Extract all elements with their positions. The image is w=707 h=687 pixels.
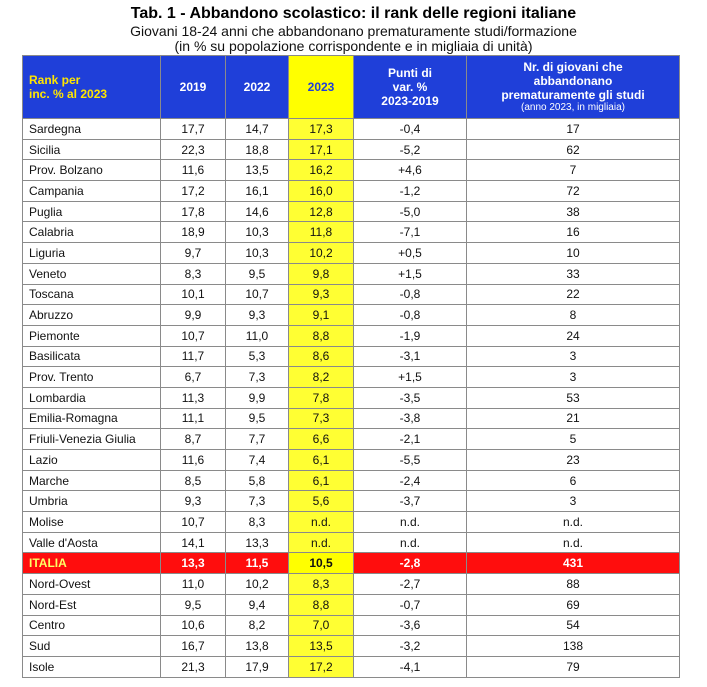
table-row <box>23 284 680 305</box>
cell-2022: 5,3 <box>226 346 289 367</box>
cell-nr: 3 <box>467 367 680 388</box>
cell-var: +4,6 <box>354 160 467 181</box>
cell-var: -5,0 <box>354 201 467 222</box>
cell-region: Piemonte <box>23 325 161 346</box>
cell-2019: 8,3 <box>161 263 226 284</box>
cell-2019: 18,9 <box>161 222 226 243</box>
header-nr-line1: Nr. di giovani che <box>523 60 623 74</box>
cell-2019: 14,1 <box>161 532 226 553</box>
table-row <box>23 222 680 243</box>
cell-2022: 9,5 <box>226 263 289 284</box>
cell-2023: n.d. <box>289 512 354 533</box>
cell-2022: 11,5 <box>226 553 289 574</box>
cell-var: -5,2 <box>354 139 467 160</box>
table-row <box>23 201 680 222</box>
header-nr-giovani <box>467 56 680 119</box>
cell-2019: 16,7 <box>161 636 226 657</box>
cell-region: Sardegna <box>23 119 161 140</box>
table-row <box>23 512 680 533</box>
cell-2023: 12,8 <box>289 201 354 222</box>
header-nr-line3: prematuramente gli studi <box>501 88 645 102</box>
cell-2019: 11,6 <box>161 450 226 471</box>
cell-2019: 11,7 <box>161 346 226 367</box>
cell-2022: 13,5 <box>226 160 289 181</box>
cell-nr: 53 <box>467 387 680 408</box>
cell-nr: 62 <box>467 139 680 160</box>
cell-2019: 11,1 <box>161 408 226 429</box>
header-punti-line2: var. % <box>392 80 428 94</box>
cell-2019: 22,3 <box>161 139 226 160</box>
cell-region: Nord-Est <box>23 594 161 615</box>
cell-2023: 8,8 <box>289 325 354 346</box>
dropout-rank-table <box>22 55 680 678</box>
cell-var: -2,8 <box>354 553 467 574</box>
table-row <box>23 263 680 284</box>
cell-var: -3,8 <box>354 408 467 429</box>
cell-nr: n.d. <box>467 512 680 533</box>
cell-2022: 10,2 <box>226 574 289 595</box>
cell-nr: 33 <box>467 263 680 284</box>
header-row <box>23 56 680 119</box>
cell-region: Sicilia <box>23 139 161 160</box>
table-row <box>23 181 680 202</box>
cell-var: -0,4 <box>354 119 467 140</box>
table-row <box>23 325 680 346</box>
cell-2022: 7,7 <box>226 429 289 450</box>
cell-2019: 8,7 <box>161 429 226 450</box>
cell-region: Centro <box>23 615 161 636</box>
cell-2019: 10,1 <box>161 284 226 305</box>
cell-2023: 10,5 <box>289 553 354 574</box>
cell-2023: 9,8 <box>289 263 354 284</box>
cell-region: Nord-Ovest <box>23 574 161 595</box>
cell-region: Puglia <box>23 201 161 222</box>
cell-2019: 8,5 <box>161 470 226 491</box>
cell-2023: 16,2 <box>289 160 354 181</box>
cell-2019: 17,7 <box>161 119 226 140</box>
table-row <box>23 491 680 512</box>
cell-2023: 17,1 <box>289 139 354 160</box>
cell-2019: 11,6 <box>161 160 226 181</box>
cell-2019: 6,7 <box>161 367 226 388</box>
cell-2023: 8,2 <box>289 367 354 388</box>
cell-2022: 11,0 <box>226 325 289 346</box>
cell-2019: 11,0 <box>161 574 226 595</box>
cell-2023: 7,3 <box>289 408 354 429</box>
cell-2022: 5,8 <box>226 470 289 491</box>
cell-2022: 18,8 <box>226 139 289 160</box>
cell-2019: 9,5 <box>161 594 226 615</box>
cell-2022: 8,3 <box>226 512 289 533</box>
cell-region: Prov. Trento <box>23 367 161 388</box>
table-row <box>23 243 680 264</box>
table-row <box>23 119 680 140</box>
cell-2023: 9,1 <box>289 305 354 326</box>
cell-var: +0,5 <box>354 243 467 264</box>
cell-2022: 7,4 <box>226 450 289 471</box>
cell-2023: 11,8 <box>289 222 354 243</box>
header-rank <box>23 56 161 119</box>
cell-nr: 54 <box>467 615 680 636</box>
cell-nr: 79 <box>467 656 680 677</box>
cell-var: -3,1 <box>354 346 467 367</box>
cell-2023: 6,1 <box>289 450 354 471</box>
cell-region: Umbria <box>23 491 161 512</box>
header-nr-line4: (anno 2023, in migliaia) <box>521 102 625 113</box>
cell-region: ITALIA <box>23 553 161 574</box>
table-row <box>23 305 680 326</box>
cell-region: Campania <box>23 181 161 202</box>
cell-nr: 6 <box>467 470 680 491</box>
cell-var: -2,1 <box>354 429 467 450</box>
cell-nr: 38 <box>467 201 680 222</box>
cell-nr: 3 <box>467 346 680 367</box>
table-row <box>23 532 680 553</box>
cell-2019: 17,2 <box>161 181 226 202</box>
cell-2023: 10,2 <box>289 243 354 264</box>
cell-var: n.d. <box>354 512 467 533</box>
header-punti-var <box>354 56 467 119</box>
cell-region: Lombardia <box>23 387 161 408</box>
cell-2022: 13,8 <box>226 636 289 657</box>
cell-region: Sud <box>23 636 161 657</box>
cell-2023: 6,1 <box>289 470 354 491</box>
cell-2019: 10,7 <box>161 325 226 346</box>
table-row <box>23 367 680 388</box>
cell-2023: 7,8 <box>289 387 354 408</box>
table-subtitle-line1: Giovani 18-24 anni che abbandonano prematuramente studi/formazione <box>130 23 577 39</box>
cell-nr: 5 <box>467 429 680 450</box>
cell-var: -7,1 <box>354 222 467 243</box>
cell-region: Friuli-Venezia Giulia <box>23 429 161 450</box>
table-row <box>23 450 680 471</box>
cell-2022: 9,4 <box>226 594 289 615</box>
cell-var: -4,1 <box>354 656 467 677</box>
cell-2023: 8,6 <box>289 346 354 367</box>
cell-var: -2,4 <box>354 470 467 491</box>
cell-2022: 13,3 <box>226 532 289 553</box>
cell-region: Veneto <box>23 263 161 284</box>
cell-var: +1,5 <box>354 263 467 284</box>
cell-2019: 11,3 <box>161 387 226 408</box>
cell-region: Valle d'Aosta <box>23 532 161 553</box>
cell-nr: 431 <box>467 553 680 574</box>
cell-nr: 69 <box>467 594 680 615</box>
cell-region: Liguria <box>23 243 161 264</box>
cell-2022: 14,7 <box>226 119 289 140</box>
cell-2023: 8,8 <box>289 594 354 615</box>
cell-nr: 7 <box>467 160 680 181</box>
cell-2022: 10,3 <box>226 243 289 264</box>
table-row <box>23 387 680 408</box>
cell-nr: n.d. <box>467 532 680 553</box>
cell-2022: 8,2 <box>226 615 289 636</box>
cell-nr: 88 <box>467 574 680 595</box>
cell-2019: 21,3 <box>161 656 226 677</box>
header-punti-line1: Punti di <box>388 66 432 80</box>
cell-region: Basilicata <box>23 346 161 367</box>
cell-var: -0,8 <box>354 305 467 326</box>
cell-nr: 10 <box>467 243 680 264</box>
table-subtitle-line2: (in % su popolazione corrispondente e in migliaia di unità) <box>174 38 533 54</box>
cell-2023: 13,5 <box>289 636 354 657</box>
table-body <box>23 119 680 678</box>
table-row-italia <box>23 553 680 574</box>
header-2022: 2022 <box>226 56 289 119</box>
header-rank-line1: Rank per <box>29 73 81 87</box>
cell-2022: 9,3 <box>226 305 289 326</box>
cell-2023: 7,0 <box>289 615 354 636</box>
cell-region: Emilia-Romagna <box>23 408 161 429</box>
table-row <box>23 615 680 636</box>
cell-2022: 14,6 <box>226 201 289 222</box>
cell-2019: 9,7 <box>161 243 226 264</box>
cell-var: -0,8 <box>354 284 467 305</box>
cell-var: -0,7 <box>354 594 467 615</box>
cell-2019: 10,6 <box>161 615 226 636</box>
cell-nr: 72 <box>467 181 680 202</box>
cell-nr: 21 <box>467 408 680 429</box>
table-row <box>23 470 680 491</box>
cell-2023: 17,3 <box>289 119 354 140</box>
header-2023: 2023 <box>289 56 354 119</box>
cell-nr: 24 <box>467 325 680 346</box>
cell-2019: 10,7 <box>161 512 226 533</box>
cell-2022: 10,3 <box>226 222 289 243</box>
table-row <box>23 636 680 657</box>
table-row <box>23 346 680 367</box>
table-row <box>23 408 680 429</box>
cell-var: -1,2 <box>354 181 467 202</box>
cell-nr: 17 <box>467 119 680 140</box>
cell-2022: 7,3 <box>226 367 289 388</box>
cell-2023: 6,6 <box>289 429 354 450</box>
cell-region: Prov. Bolzano <box>23 160 161 181</box>
cell-2022: 16,1 <box>226 181 289 202</box>
cell-region: Toscana <box>23 284 161 305</box>
cell-region: Marche <box>23 470 161 491</box>
cell-2023: 5,6 <box>289 491 354 512</box>
cell-region: Isole <box>23 656 161 677</box>
cell-var: -3,6 <box>354 615 467 636</box>
cell-nr: 22 <box>467 284 680 305</box>
cell-var: -1,9 <box>354 325 467 346</box>
cell-region: Abruzzo <box>23 305 161 326</box>
table-row <box>23 594 680 615</box>
cell-nr: 8 <box>467 305 680 326</box>
header-nr-line2: abbandonano <box>533 74 613 88</box>
cell-2022: 10,7 <box>226 284 289 305</box>
cell-nr: 3 <box>467 491 680 512</box>
cell-2022: 17,9 <box>226 656 289 677</box>
cell-2019: 13,3 <box>161 553 226 574</box>
cell-2023: 8,3 <box>289 574 354 595</box>
table-row <box>23 429 680 450</box>
cell-var: n.d. <box>354 532 467 553</box>
cell-var: -3,5 <box>354 387 467 408</box>
table-row <box>23 656 680 677</box>
cell-var: +1,5 <box>354 367 467 388</box>
cell-var: -5,5 <box>354 450 467 471</box>
cell-2023: 16,0 <box>289 181 354 202</box>
cell-2022: 9,9 <box>226 387 289 408</box>
header-rank-line2: inc. % al 2023 <box>29 87 108 101</box>
cell-var: -2,7 <box>354 574 467 595</box>
table-row <box>23 160 680 181</box>
cell-nr: 23 <box>467 450 680 471</box>
table-row <box>23 574 680 595</box>
cell-2019: 9,3 <box>161 491 226 512</box>
table-row <box>23 139 680 160</box>
cell-nr: 16 <box>467 222 680 243</box>
cell-2019: 9,9 <box>161 305 226 326</box>
cell-region: Lazio <box>23 450 161 471</box>
header-punti-line3: 2023-2019 <box>381 94 439 108</box>
cell-var: -3,7 <box>354 491 467 512</box>
cell-2022: 7,3 <box>226 491 289 512</box>
cell-2022: 9,5 <box>226 408 289 429</box>
cell-2023: 9,3 <box>289 284 354 305</box>
table-title: Tab. 1 - Abbandono scolastico: il rank delle regioni italiane <box>130 5 577 22</box>
cell-var: -3,2 <box>354 636 467 657</box>
cell-region: Calabria <box>23 222 161 243</box>
cell-2019: 17,8 <box>161 201 226 222</box>
cell-2023: 17,2 <box>289 656 354 677</box>
header-2019: 2019 <box>161 56 226 119</box>
cell-2023: n.d. <box>289 532 354 553</box>
cell-region: Molise <box>23 512 161 533</box>
cell-nr: 138 <box>467 636 680 657</box>
